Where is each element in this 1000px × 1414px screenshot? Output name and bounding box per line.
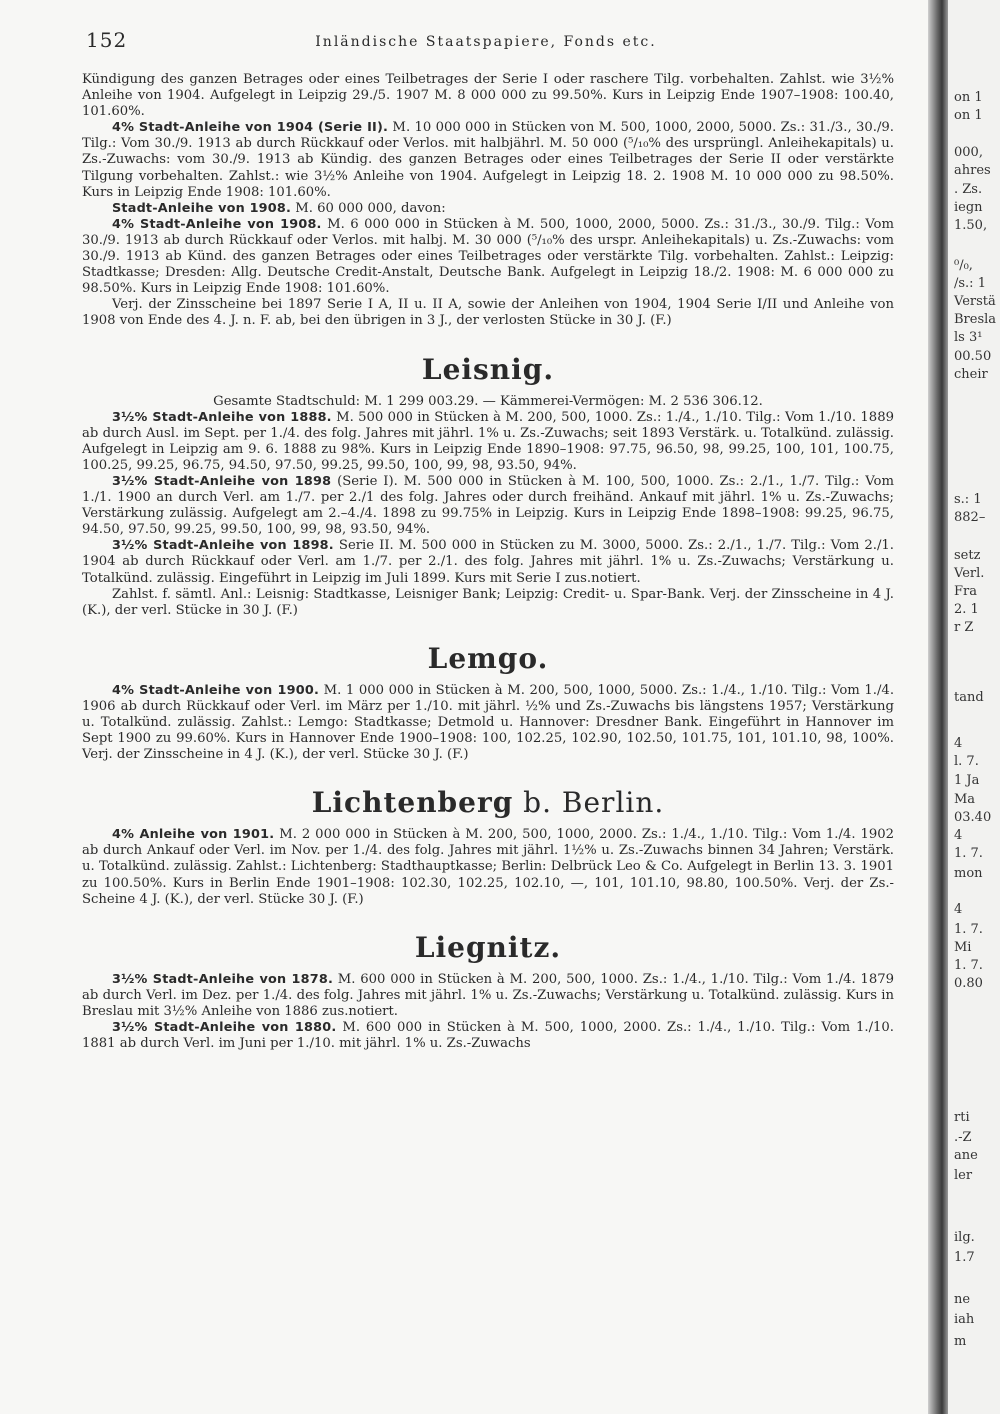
- adjacent-page-fragment: 4: [954, 736, 963, 751]
- adjacent-page-fragment: cheir: [954, 367, 988, 382]
- adjacent-page-fragment: r Z: [954, 620, 974, 635]
- paragraph: 3½% Stadt-Anleihe von 1898. Serie II. M. 500 000 in Stücken zu M. 3000, 5000. Zs.: 2./1., 1./7. Tilg.: Vom 2./1. 1904 ab durch Rückkauf oder Verl. am 1./7. per 2./1. des folg. Jahres mit jährl. 1% u. Zs.-Zuwachs; Verstärkung u. Totalkünd. zulässig. Eingeführt in Leipzig im Juli 1899. Kurs mit Serie I zus.notiert.: [82, 538, 895, 586]
- adjacent-page-fragment: . Zs.: [954, 182, 983, 197]
- adjacent-page-fragment: /s.: 1: [954, 276, 986, 291]
- adjacent-page-fragment: ⁰/₀,: [954, 258, 973, 273]
- adjacent-page-fragment: Verl.: [954, 566, 985, 581]
- adjacent-page-fragment: ler: [954, 1168, 973, 1183]
- paragraph: Kündigung des ganzen Betrages oder eines Teilbetrages der Serie I oder raschere Tilg. vorbehalten. Zahlst. wie 3½% Anleihe von 1904. Aufgelegt in Leipzig 29./5. 1907 M. 8 000 000 zu 99.50%. Kurs in Leipzig Ende 1907–1908: 100.40, 101.60%.: [82, 72, 894, 120]
- adjacent-page-fragment: iah: [954, 1312, 975, 1327]
- paragraph: 3½% Stadt-Anleihe von 1898 (Serie I). M. 500 000 in Stücken à M. 100, 500, 1000. Zs.: 2./1., 1./7. Tilg.: Vom 1./1. 1900 an durch Verl. am 1./7. per 2./1 des folg. Jahres oder durch freihänd. Ankauf mit jährl. 1% u. Zs.-Zuwachs; Verstärkung zulässig. Aufgelegt am 2.–4./4. 1898 zu 99.75% in Leipzig. Kurs in Leipzig Ende 1898–1908: 99.25, 96.75, 94.50, 97.50, 99.25, 99.50, 100, 99, 98, 93.50, 94%.: [82, 473, 894, 538]
- adjacent-page-fragment: Verstä: [954, 294, 996, 309]
- adjacent-page-strip: [948, 0, 1000, 1414]
- adjacent-page-fragment: 1.7: [954, 1250, 975, 1265]
- adjacent-page-fragment: Ma: [954, 792, 976, 807]
- section-title: Leisnig.: [421, 352, 555, 386]
- adjacent-page-fragment: l. 7.: [954, 754, 979, 769]
- adjacent-page-fragment: 4: [954, 828, 963, 843]
- adjacent-page-fragment: 0.80: [954, 976, 983, 991]
- adjacent-page-fragment: 03.40: [954, 810, 992, 825]
- adjacent-page-fragment: iegn: [954, 200, 983, 215]
- page-content: [82, 72, 894, 1052]
- adjacent-page-fragment: 000,: [954, 145, 983, 160]
- adjacent-page-fragment: Mi: [954, 940, 972, 955]
- paragraph: Stadt-Anleihe von 1908. M. 60 000 000, davon:: [112, 200, 446, 216]
- paragraph: 3½% Stadt-Anleihe von 1878. M. 600 000 in Stücken à M. 200, 500, 1000. Zs.: 1./4., 1./10. Tilg.: Vom 1./4. 1879 ab durch Verl. im Dez. per 1./4. des folg. Jahres mit jährl. 1% u. Zs.-Zuwachs; Verstärkung u. Totalkünd. zulässig. Kurs in Breslau mit 3½% Anleihe von 1886 zus.notiert.: [82, 971, 894, 1019]
- adjacent-page-fragment: rti: [954, 1110, 970, 1125]
- paragraph: 3½% Stadt-Anleihe von 1880. M. 600 000 in Stücken à M. 500, 1000, 2000. Zs.: 1./4., 1./10. Tilg.: Vom 1./10. 1881 ab durch Verl. im Juni per 1./10. mit jährl. 1% u. Zs.-Zuwachs: [82, 1020, 895, 1052]
- book-gutter: [928, 0, 948, 1414]
- running-head: Inländische Staatspapiere, Fonds etc.: [315, 34, 657, 50]
- adjacent-page-fragment: ahres: [954, 163, 991, 178]
- adjacent-page-fragment: 00.50: [954, 349, 992, 364]
- paragraph: 4% Stadt-Anleihe von 1904 (Serie II). M. 10 000 000 in Stücken von M. 500, 1000, 2000, 5000. Zs.: 31./3., 30./9. Tilg.: Vom 30./9. 1913 ab durch Rückkauf oder Verlos. mit halbjährl. M. 50 000 (⁵/₁₀% des ursprüngl. Anleihekapitals) u. Zs.-Zuwachs: vom 30./9. 1913 ab Kündig. des ganzen Betrages oder eines Teilbetrages der Serie II oder verstärkte Tilgung vorbehalten. Zahlst.: wie 3½% Anleihe von 1904. Aufgelegt in Leipzig 18. 2. 1908 M. 10 000 000 zu 98.50%. Kurs in Leipzig Ende 1908: 101.60%.: [82, 120, 894, 200]
- paragraph: 3½% Stadt-Anleihe von 1888. M. 500 000 in Stücken à M. 200, 500, 1000. Zs.: 1./4., 1./10. Tilg.: Vom 1./10. 1889 ab durch Ausl. im Sept. per 1./4. des folg. Jahres mit jährl. 1% u. Zs.-Zuwachs; seit 1893 Verstärk. u. Totalkünd. zulässig. Aufgelegt in Leipzig am 9. 6. 1888 zu 98%. Kurs in Leipzig Ende 1890–1908: 97.75, 96.50, 98, 99.25, 100, 101, 100.75, 100.25, 99.25, 96.75, 94.50, 97.50, 99.25, 99.50, 100, 99, 98, 93.50, 94%.: [82, 409, 894, 473]
- paragraph: 4% Stadt-Anleihe von 1908. M. 6 000 000 in Stücken à M. 500, 1000, 2000, 5000. Zs.: 31./3., 30./9. Tilg.: Vom 30./9. 1913 ab durch Rückkauf oder Verlos. mit halbj. M. 30 000 (⁵/₁₀% des urspr. Anleihekapitals) u. Zs.-Zuwachs: vom 30./9. 1913 ab Künd. des ganzen Betrages oder eines Teilbetrages oder verstärkte Tilg. vorbehalten. Zahlst.: Leipzig: Stadtkasse; Dresden: Allg. Deutsche Credit-Anstalt, Deutsche Bank. Aufgelegt in Leipzig 18./2. 1908: M. 6 000 000 zu 98.50%. Kurs in Leipzig Ende 1908: 101.60%.: [82, 216, 894, 297]
- section-title: Lemgo.: [427, 641, 549, 675]
- adjacent-page-fragment: 2. 1: [954, 602, 979, 617]
- adjacent-page-fragment: 1. 7.: [954, 846, 983, 861]
- adjacent-page-fragment: 4: [954, 902, 963, 917]
- adjacent-page-fragment: mon: [954, 866, 983, 881]
- adjacent-page-fragment: setz: [954, 548, 981, 563]
- adjacent-page-fragment: ls 3¹: [954, 330, 983, 345]
- section-title: Lichtenberg b. Berlin.: [311, 786, 665, 820]
- adjacent-page-fragment: ane: [954, 1148, 978, 1163]
- adjacent-page-fragment: ilg.: [954, 1230, 975, 1245]
- adjacent-page-fragment: s.: 1: [954, 492, 982, 507]
- adjacent-page-fragment: m: [954, 1334, 967, 1349]
- page-number: 152: [86, 28, 128, 52]
- paragraph: 4% Stadt-Anleihe von 1900. M. 1 000 000 in Stücken à M. 200, 500, 1000, 5000. Zs.: 1./4., 1./10. Tilg.: Vom 1./4. 1906 ab durch Rückkauf oder Verl. im März per 1./10. mit jährl. ½% und Zs.-Zuwachs bis längstens 1957; Verstärkung u. Totalkünd. zulässig. Zahlst.: Lemgo: Stadtkasse; Detmold u. Hannover: Dresdner Bank. Eingeführt in Hannover im Sept 1900 zu 99.60%. Kurs in Hannover Ende 1900–1908: 100, 102.25, 102.90, 102.50, 101.75, 101, 101.10, 98, 100%. Verj. der Zinsscheine in 4 J. (K.), der verl. Stücke 30 J. (F.): [82, 682, 895, 763]
- adjacent-page-fragment: 1.50,: [954, 218, 988, 233]
- adjacent-page-fragment: 1 Ja: [954, 773, 980, 788]
- adjacent-page-fragment: on 1: [954, 90, 983, 105]
- adjacent-page-fragment: on 1: [954, 108, 983, 123]
- paragraph: 4% Anleihe von 1901. M. 2 000 000 in Stücken à M. 200, 500, 1000, 2000. Zs.: 1./4., 1./10. Tilg.: Vom 1./4. 1902 ab durch Ankauf oder Verl. im Nov. per 1./4. des folg. Jahres mit jährl. 1½% u. Zs.-Zuwachs binnen 34 Jahren; Verstärk. u. Totalkünd. zulässig. Zahlst.: Lichtenberg: Stadthauptkasse; Berlin: Delbrück Leo & Co. Aufgelegt in Berlin 13. 3. 1901 zu 100.50%. Kurs in Berlin Ende 1901–1908: 102.30, 102.25, 102.10, —, 101, 101.10, 98.80, 100.50%. Verj. der Zs.-Scheine 4 J. (K.), der verl. Stücke 30 J. (F.): [82, 827, 895, 907]
- adjacent-page-fragment: Bresla: [954, 312, 997, 327]
- paragraph: Verj. der Zinsscheine bei 1897 Serie I A, II u. II A, sowie der Anleihen von 1904, 1904 Serie I/II und Anleihe von 1908 von Ende des 4. J. n. F. ab, bei den übrigen in 3 J., der verlosten Stücke in 30 J. (F.): [82, 297, 894, 329]
- adjacent-page-fragment: 882–: [954, 510, 986, 525]
- section-intro: Gesamte Stadtschuld: M. 1 299 003.29. — Kämmerei-Vermögen: M. 2 536 306.12.: [213, 393, 763, 409]
- adjacent-page-fragment: .-Z: [954, 1130, 972, 1145]
- page-header: [86, 28, 886, 52]
- adjacent-page-fragment: Fra: [954, 584, 977, 599]
- adjacent-page-fragment: tand: [954, 690, 984, 705]
- adjacent-page-fragment: 1. 7.: [954, 958, 983, 973]
- section-title: Liegnitz.: [414, 930, 562, 964]
- adjacent-page-fragment: 1. 7.: [954, 922, 983, 937]
- adjacent-page-fragment: ne: [954, 1292, 971, 1307]
- paragraph: Zahlst. f. sämtl. Anl.: Leisnig: Stadtkasse, Leisniger Bank; Leipzig: Credit- u. Spar-Bank. Verj. der Zinsscheine in 4 J. (K.), der verl. Stücke in 30 J. (F.): [82, 586, 894, 618]
